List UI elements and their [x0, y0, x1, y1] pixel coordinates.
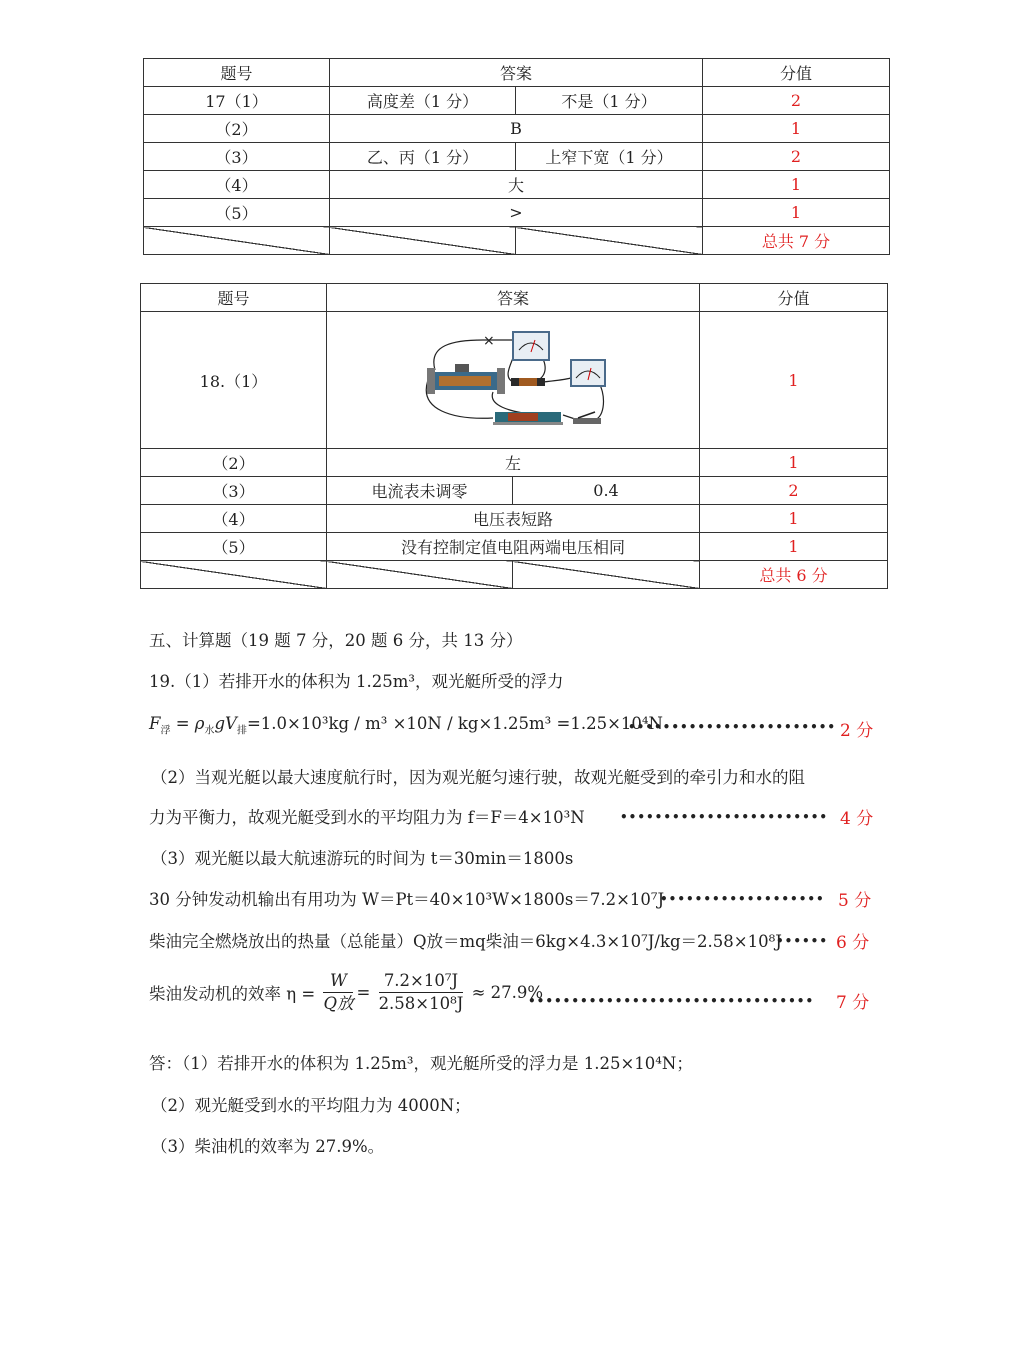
total-row — [144, 227, 890, 255]
score-cell: 2 — [703, 87, 890, 115]
score-mark: 4 分 — [840, 809, 874, 829]
total-row — [141, 561, 888, 589]
total-score: 总共 7 分 — [703, 227, 890, 255]
score-mark: 2 分 — [840, 721, 874, 741]
answer-cell: 左 — [327, 449, 700, 477]
table-row — [144, 171, 890, 199]
header-question: 题号 — [141, 284, 327, 312]
question-cell: （2） — [141, 449, 327, 477]
header-question: 题号 — [144, 59, 330, 87]
question-cell: 18.（1） — [141, 312, 327, 449]
buoyancy-equation: $F_浮 = \rho_水gV_排=1.0\times 10^3kg / m^3 \times 10N / kg\times 1.25m^3 =1.25\times 10^4N$ — [149, 714, 663, 737]
score-cell: 1 — [700, 449, 888, 477]
dot-leader: •••••••••••••••••••••••• — [620, 810, 829, 824]
empty-diagonal-cell — [141, 561, 327, 589]
efficiency-prefix: 柴油发动机的效率 η = — [149, 984, 316, 1004]
part3-line2: 30 分钟发动机输出有用功为 W＝Pt＝40×10³W×1800s＝7.2×10⁷J — [149, 890, 665, 909]
section-title: 五、计算题（19 题 7 分，20 题 6 分，共 13 分） — [149, 631, 523, 650]
score-cell: 1 — [700, 533, 888, 561]
question-cell: （5） — [144, 199, 330, 227]
table-row — [144, 143, 890, 171]
header-score: 分值 — [700, 284, 888, 312]
table-row — [141, 312, 888, 449]
battery-icon — [493, 412, 563, 425]
answer-table-17 — [143, 58, 890, 255]
score-cell: 2 — [703, 143, 890, 171]
question-cell: （3） — [144, 143, 330, 171]
numerator: 7.2×10⁷J — [379, 970, 464, 993]
answer-line-2: （2）观光艇受到水的平均阻力为 4000N； — [151, 1096, 471, 1115]
numerator: W — [323, 970, 353, 993]
table-row — [144, 115, 890, 143]
score-mark: 6 分 — [836, 933, 870, 953]
table-row — [141, 505, 888, 533]
score-cell: 1 — [703, 115, 890, 143]
rheostat-icon — [427, 364, 505, 394]
answer-cell: 大 — [330, 171, 703, 199]
part2-line1: （2）当观光艇以最大速度航行时，因为观光艇匀速行驶，故观光艇受到的牵引力和水的阻 — [151, 768, 805, 787]
part3-line3: 柴油完全燃烧放出的热量（总能量）Q放＝mq柴油＝6kg×4.3×10⁷J/kg＝2.58×10⁸J — [149, 932, 782, 951]
question-cell: （3） — [141, 477, 327, 505]
score-cell: 1 — [700, 505, 888, 533]
circuit-diagram-cell — [327, 312, 700, 449]
empty-diagonal-cell — [513, 561, 700, 589]
question-cell: （5） — [141, 533, 327, 561]
answer-line-1: 答：（1）若排开水的体积为 1.25m³，观光艇所受的浮力是 1.25×10⁴N； — [149, 1054, 693, 1073]
question-cell: （4） — [141, 505, 327, 533]
switch-icon — [573, 412, 601, 424]
empty-diagonal-cell — [330, 227, 516, 255]
table-row — [141, 533, 888, 561]
q19-intro: 19.（1）若排开水的体积为 1.25m³，观光艇所受的浮力 — [149, 672, 564, 691]
table-header — [144, 59, 890, 87]
efficiency-result: ≈ 27.9% — [471, 983, 544, 1002]
fraction — [323, 970, 353, 1015]
answer-cell: > — [330, 199, 703, 227]
table-row — [141, 477, 888, 505]
header-answer: 答案 — [327, 284, 700, 312]
answer-line-3: （3）柴油机的效率为 27.9%。 — [151, 1137, 385, 1156]
dot-leader: •••••••••••••••••••••••• — [628, 720, 837, 734]
fraction — [379, 970, 464, 1015]
answer-cell: 高度差（1 分） — [330, 87, 516, 115]
question-cell: 17（1） — [144, 87, 330, 115]
score-mark: 7 分 — [836, 993, 870, 1013]
answer-cell: B — [330, 115, 703, 143]
empty-diagonal-cell — [144, 227, 330, 255]
denominator: 2.58×10⁸J — [378, 994, 464, 1013]
part2-line2: 力为平衡力，故观光艇受到水的平均阻力为 f＝F＝4×10³N — [149, 808, 585, 827]
header-score: 分值 — [703, 59, 890, 87]
part3-line1: （3）观光艇以最大航速游玩的时间为 t＝30min＝1800s — [151, 849, 574, 868]
answer-cell: 0.4 — [513, 477, 700, 505]
voltmeter-icon — [571, 360, 605, 386]
answer-table-18 — [140, 283, 888, 589]
question-cell: （4） — [144, 171, 330, 199]
resistor-icon — [511, 378, 545, 386]
table-header — [141, 284, 888, 312]
answer-cell: 乙、丙（1 分） — [330, 143, 516, 171]
header-answer: 答案 — [330, 59, 703, 87]
score-cell: 1 — [700, 312, 888, 449]
score-cell: 1 — [703, 199, 890, 227]
table-row — [144, 87, 890, 115]
answer-cell: 不是（1 分） — [516, 87, 703, 115]
dot-leader: ••••••••••••••••••••••••••••••••• — [528, 994, 815, 1008]
efficiency-equation: 柴油发动机的效率 η = $\frac{W}{\text{Q放}}$ = $\frac{\text{7.2×10⁷J}}{\text{2.58×10⁸J}}$ ≈ 27.9% — [149, 971, 544, 1013]
score-cell: 2 — [700, 477, 888, 505]
answer-cell: 没有控制定值电阻两端电压相同 — [327, 533, 700, 561]
circuit-diagram — [413, 320, 613, 436]
denominator: Q放 — [323, 994, 354, 1013]
dot-leader: •••••• — [776, 934, 829, 948]
equation-body: =1.0×10³kg / m³ ×10N / kg×1.25m³ =1.25×10⁴N — [246, 714, 663, 733]
table-row — [141, 449, 888, 477]
answer-cell: 上窄下宽（1 分） — [516, 143, 703, 171]
total-score: 总共 6 分 — [700, 561, 888, 589]
answer-cell: 电流表未调零 — [327, 477, 513, 505]
table-row — [144, 199, 890, 227]
empty-diagonal-cell — [516, 227, 703, 255]
score-cell: 1 — [703, 171, 890, 199]
svg-text:×: × — [483, 333, 495, 349]
answer-cell: 电压表短路 — [327, 505, 700, 533]
question-cell: （2） — [144, 115, 330, 143]
dot-leader: ••••••••••••••••••• — [660, 892, 825, 906]
score-mark: 5 分 — [838, 891, 872, 911]
empty-diagonal-cell — [327, 561, 513, 589]
ammeter-icon — [513, 332, 549, 360]
